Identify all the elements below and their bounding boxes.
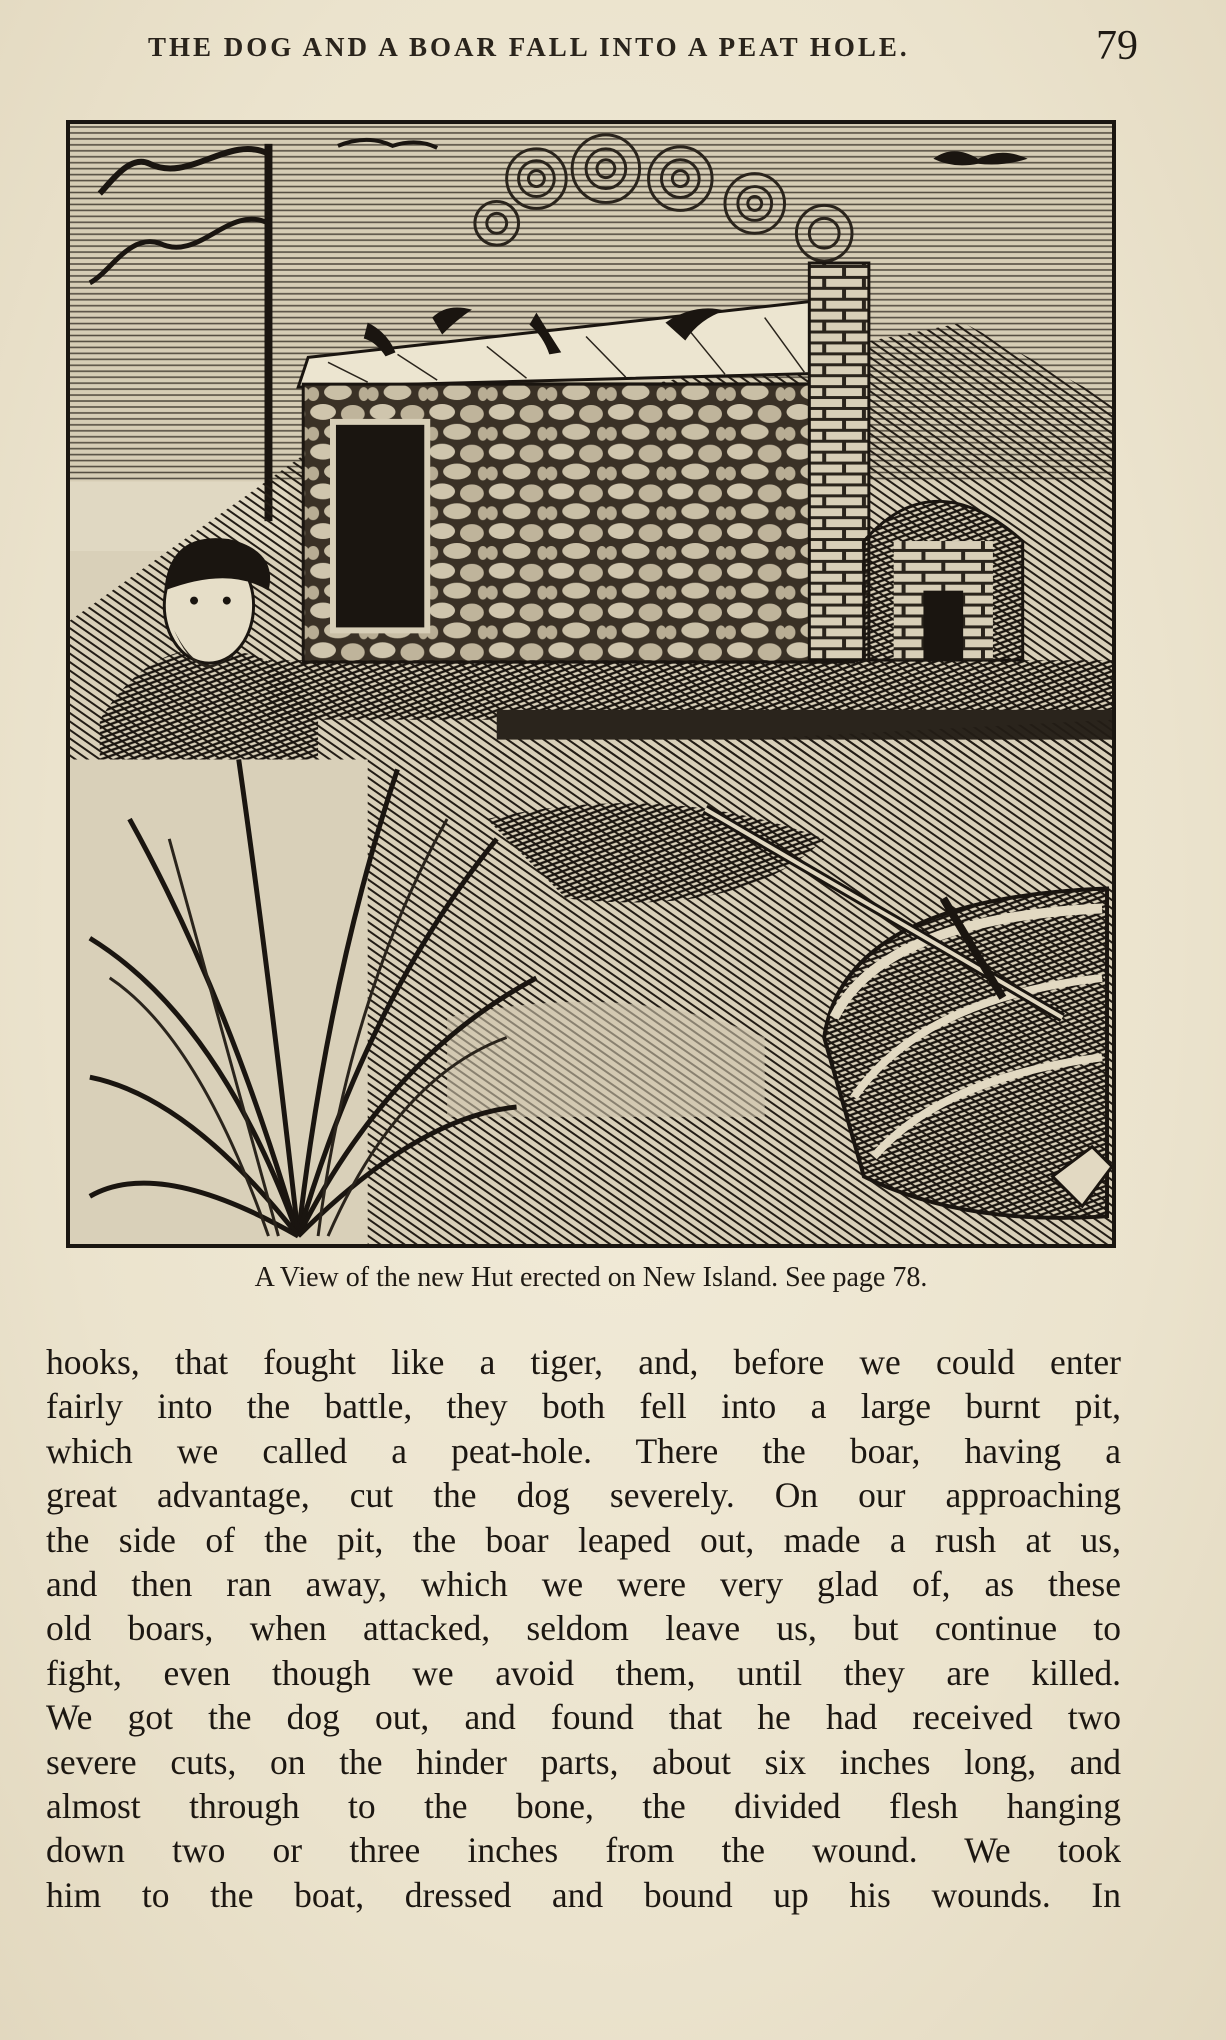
illustration-caption: A View of the new Hut erected on New Island. See page 78. [254,1262,928,1293]
body-text [46,1340,1121,1917]
text-line: and then ran away, which we were very glad of, as these [46,1564,1121,1605]
text-line: severe cuts, on the hinder parts, about six inches long, and [46,1741,1121,1782]
text-line: the side of the pit, the boar leaped out, made a rush at us, [46,1519,1121,1560]
text-line: him to the boat, dressed and bound up his wounds. In [46,1874,1121,1915]
text-line: old boars, when attacked, seldom leave us, but continue to [46,1608,1121,1649]
running-head: THE DOG AND A BOAR FALL INTO A PEAT HOLE. [148,32,910,62]
text-line: We got the dog out, and found that he had received two [46,1697,1121,1738]
text-line: great advantage, cut the dog severely. On our approaching [46,1475,1121,1516]
page-number: 79 [1096,23,1138,69]
hut-chimney [809,263,869,660]
text-line: fight, even though we avoid them, until they are killed. [46,1652,1121,1693]
text-line: hooks, that fought like a tiger, and, before we could enter [46,1342,1121,1382]
woodcut-drawing [70,124,1112,1244]
woodcut-illustration [66,120,1116,1248]
text-line: fairly into the battle, they both fell into a large burnt pit, [46,1386,1121,1427]
text-line: which we called a peat-hole. There the boar, having a [46,1430,1121,1471]
text-line: almost through to the bone, the divided flesh hanging [46,1786,1121,1827]
page-header [148,22,1138,82]
text-line: down two or three inches from the wound. We took [46,1830,1121,1871]
